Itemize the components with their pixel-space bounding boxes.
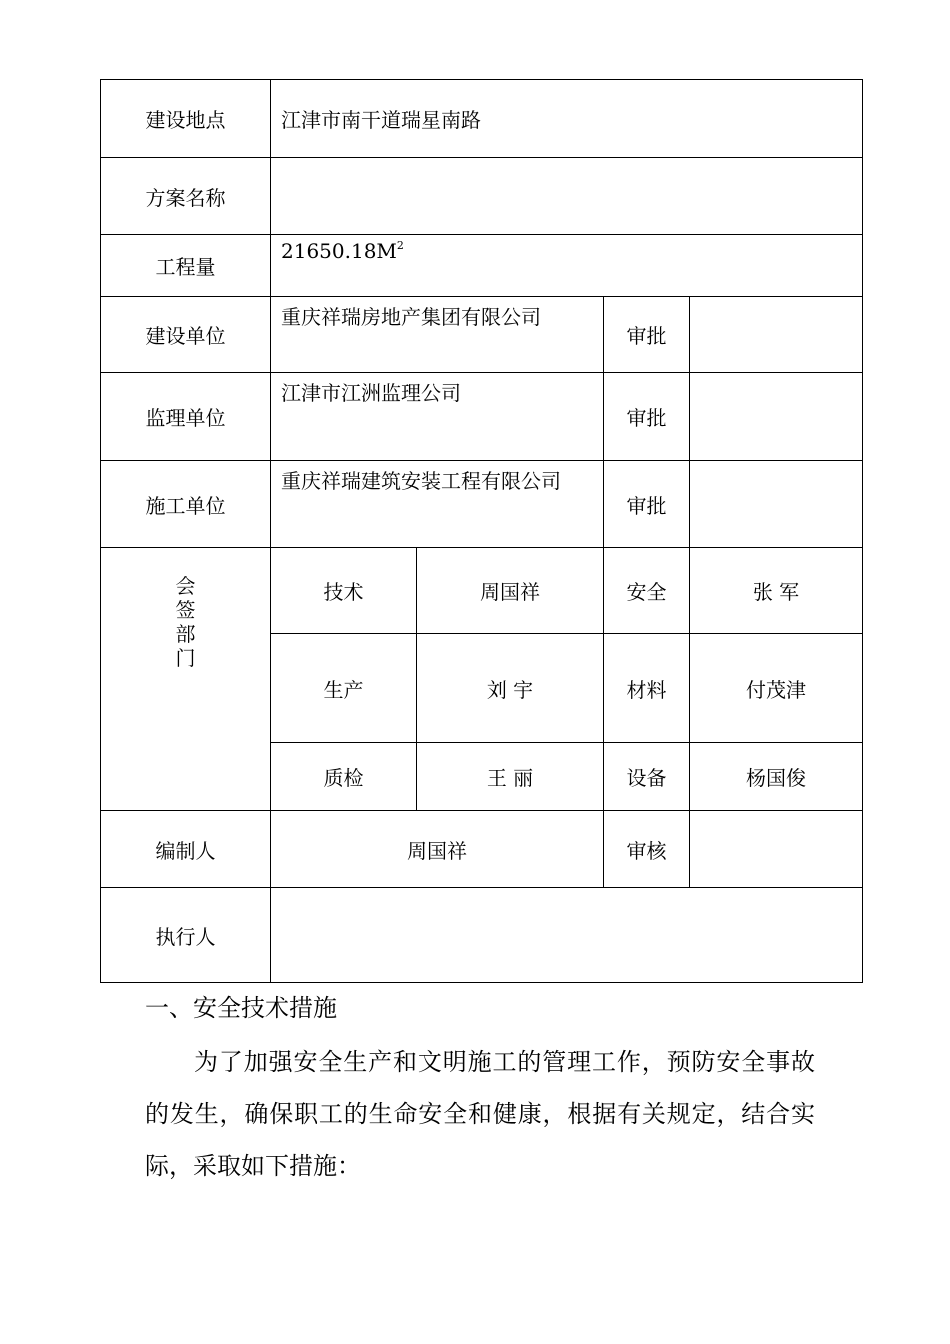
supervisor-approve-label: 审批 [604,373,690,461]
countersign-char: 签 [175,598,196,622]
department-signer: 刘 宇 [417,634,604,743]
site-value: 江津市南干道瑞星南路 [271,80,863,158]
department-label: 设备 [604,743,690,811]
form-row-plan [101,158,863,235]
approval-form-table [100,79,863,983]
review-value [690,811,863,888]
department-label: 材料 [604,634,690,743]
form-row-client [101,297,863,373]
section-paragraph: 为了加强安全生产和文明施工的管理工作，预防安全事故的发生，确保职工的生命安全和健康，根据有关规定，结合实际，采取如下措施： [145,1048,815,1180]
site-label: 建设地点 [101,80,271,158]
department-label: 质检 [271,743,417,811]
quantity-superscript: 2 [396,239,404,252]
form-row-quantity [101,235,863,297]
quantity-value: 21650.18M [281,239,397,263]
department-signer: 周国祥 [417,548,604,634]
countersign-char: 门 [175,646,196,670]
department-signer: 张 军 [690,548,863,634]
author-label: 编制人 [101,811,271,888]
quantity-cell [271,235,863,297]
supervisor-label: 监理单位 [101,373,271,461]
form-row-executor [101,888,863,983]
department-label: 生产 [271,634,417,743]
department-signer: 杨国俊 [690,743,863,811]
section-heading: 一、安全技术措施 [145,994,337,1022]
countersign-char: 部 [175,622,196,646]
client-value: 重庆祥瑞房地产集团有限公司 [271,297,604,373]
author-value: 周国祥 [271,811,604,888]
contractor-value: 重庆祥瑞建筑安装工程有限公司 [271,461,604,548]
countersign-label [101,548,271,811]
quantity-label: 工程量 [101,235,271,297]
supervisor-value: 江津市江洲监理公司 [271,373,604,461]
department-signer: 付茂津 [690,634,863,743]
plan-value [271,158,863,235]
department-signer: 王 丽 [417,743,604,811]
department-row [101,548,863,634]
countersign-char: 会 [175,574,196,598]
form-row-contractor [101,461,863,548]
department-label: 安全 [604,548,690,634]
department-label: 技术 [271,548,417,634]
form-row-supervisor [101,373,863,461]
plan-label: 方案名称 [101,158,271,235]
form-row-site [101,80,863,158]
form-row-author [101,811,863,888]
contractor-approve-label: 审批 [604,461,690,548]
client-approve-value [690,297,863,373]
review-label: 审核 [604,811,690,888]
supervisor-approve-value [690,373,863,461]
client-approve-label: 审批 [604,297,690,373]
contractor-label: 施工单位 [101,461,271,548]
executor-label: 执行人 [101,888,271,983]
executor-value [271,888,863,983]
client-label: 建设单位 [101,297,271,373]
contractor-approve-value [690,461,863,548]
